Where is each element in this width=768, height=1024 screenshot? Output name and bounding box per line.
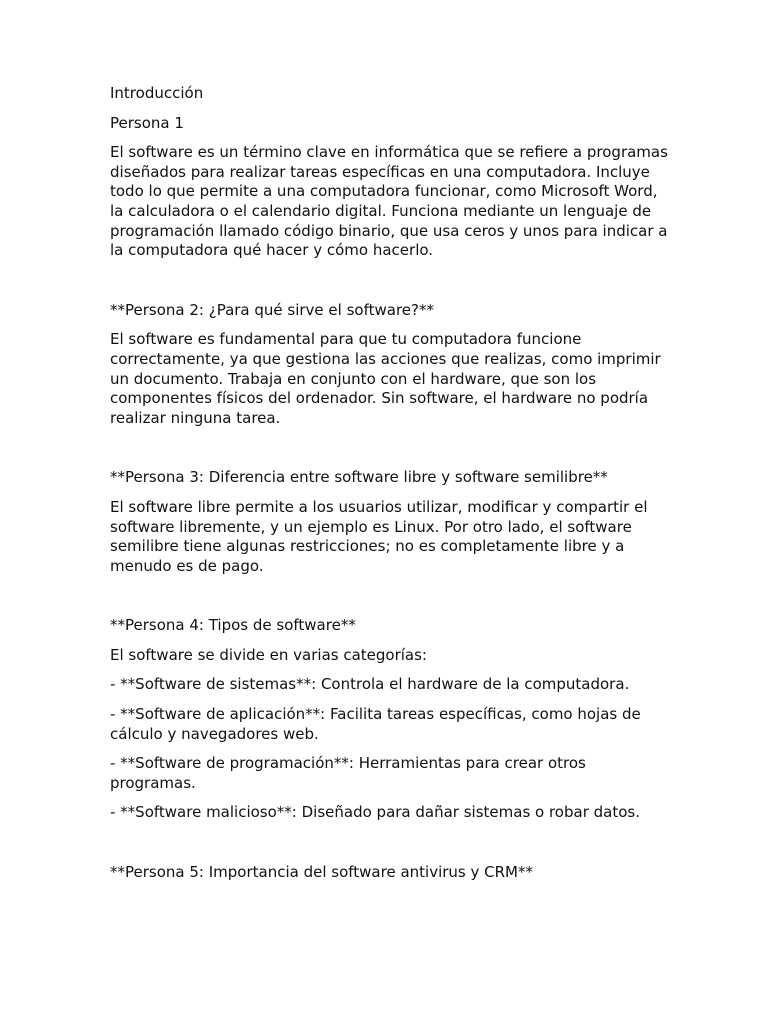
list-item-software-programacion: - **Software de programación**: Herramientas para crear otros programas. xyxy=(110,754,586,792)
section-intro-persona-4: El software se divide en varias categorías: xyxy=(110,645,427,664)
section-body-persona-3: El software libre permite a los usuarios utilizar, modificar y compartir el software libremente, y un ejemplo es Linux. Por otro lado, el software semilibre tiene algunas restricciones; no es completamente libre y a menudo es de pago. xyxy=(110,497,648,575)
section-heading-persona-2: **Persona 2: ¿Para qué sirve el software?** xyxy=(110,300,434,319)
list-item-software-aplicacion: - **Software de aplicación**: Facilita tareas específicas, como hojas de cálculo y navegadores web. xyxy=(110,705,641,743)
section-body-persona-1: El software es un término clave en informática que se refiere a programas diseñados para realizar tareas específicas en una computadora. Incluye todo lo que permite a una computadora funcionar, como Microsoft Word, la calculadora o el calendario digital. Funciona mediante un lenguaje de programación llamado código binario, que usa ceros y unos para indicar a la computadora qué hacer y cómo hacerlo. xyxy=(110,143,668,260)
section-spacer xyxy=(110,586,670,616)
section-spacer xyxy=(110,833,670,863)
section-heading-persona-3: **Persona 3: Diferencia entre software libre y software semilibre** xyxy=(110,468,608,487)
section-heading-persona-5: **Persona 5: Importancia del software antivirus y CRM** xyxy=(110,863,533,882)
document-title: Introducción xyxy=(110,84,204,102)
section-body-persona-2: El software es fundamental para que tu computadora funcione correctamente, ya que gestiona las acciones que realizas, como imprimir un documento. Trabaja en conjunto con el hardware, que son los componentes físicos del ordenador. Sin software, el hardware no podría realizar ninguna tarea. xyxy=(110,330,661,427)
list-item-software-sistemas: - **Software de sistemas**: Controla el hardware de la computadora. xyxy=(110,675,630,694)
section-heading-persona-1: Persona 1 xyxy=(110,113,184,132)
section-spacer xyxy=(110,271,670,301)
document-page xyxy=(110,84,670,893)
list-item-software-malicioso: - **Software malicioso**: Diseñado para dañar sistemas o robar datos. xyxy=(110,803,640,822)
section-heading-persona-4: **Persona 4: Tipos de software** xyxy=(110,616,356,635)
section-spacer xyxy=(110,438,670,468)
